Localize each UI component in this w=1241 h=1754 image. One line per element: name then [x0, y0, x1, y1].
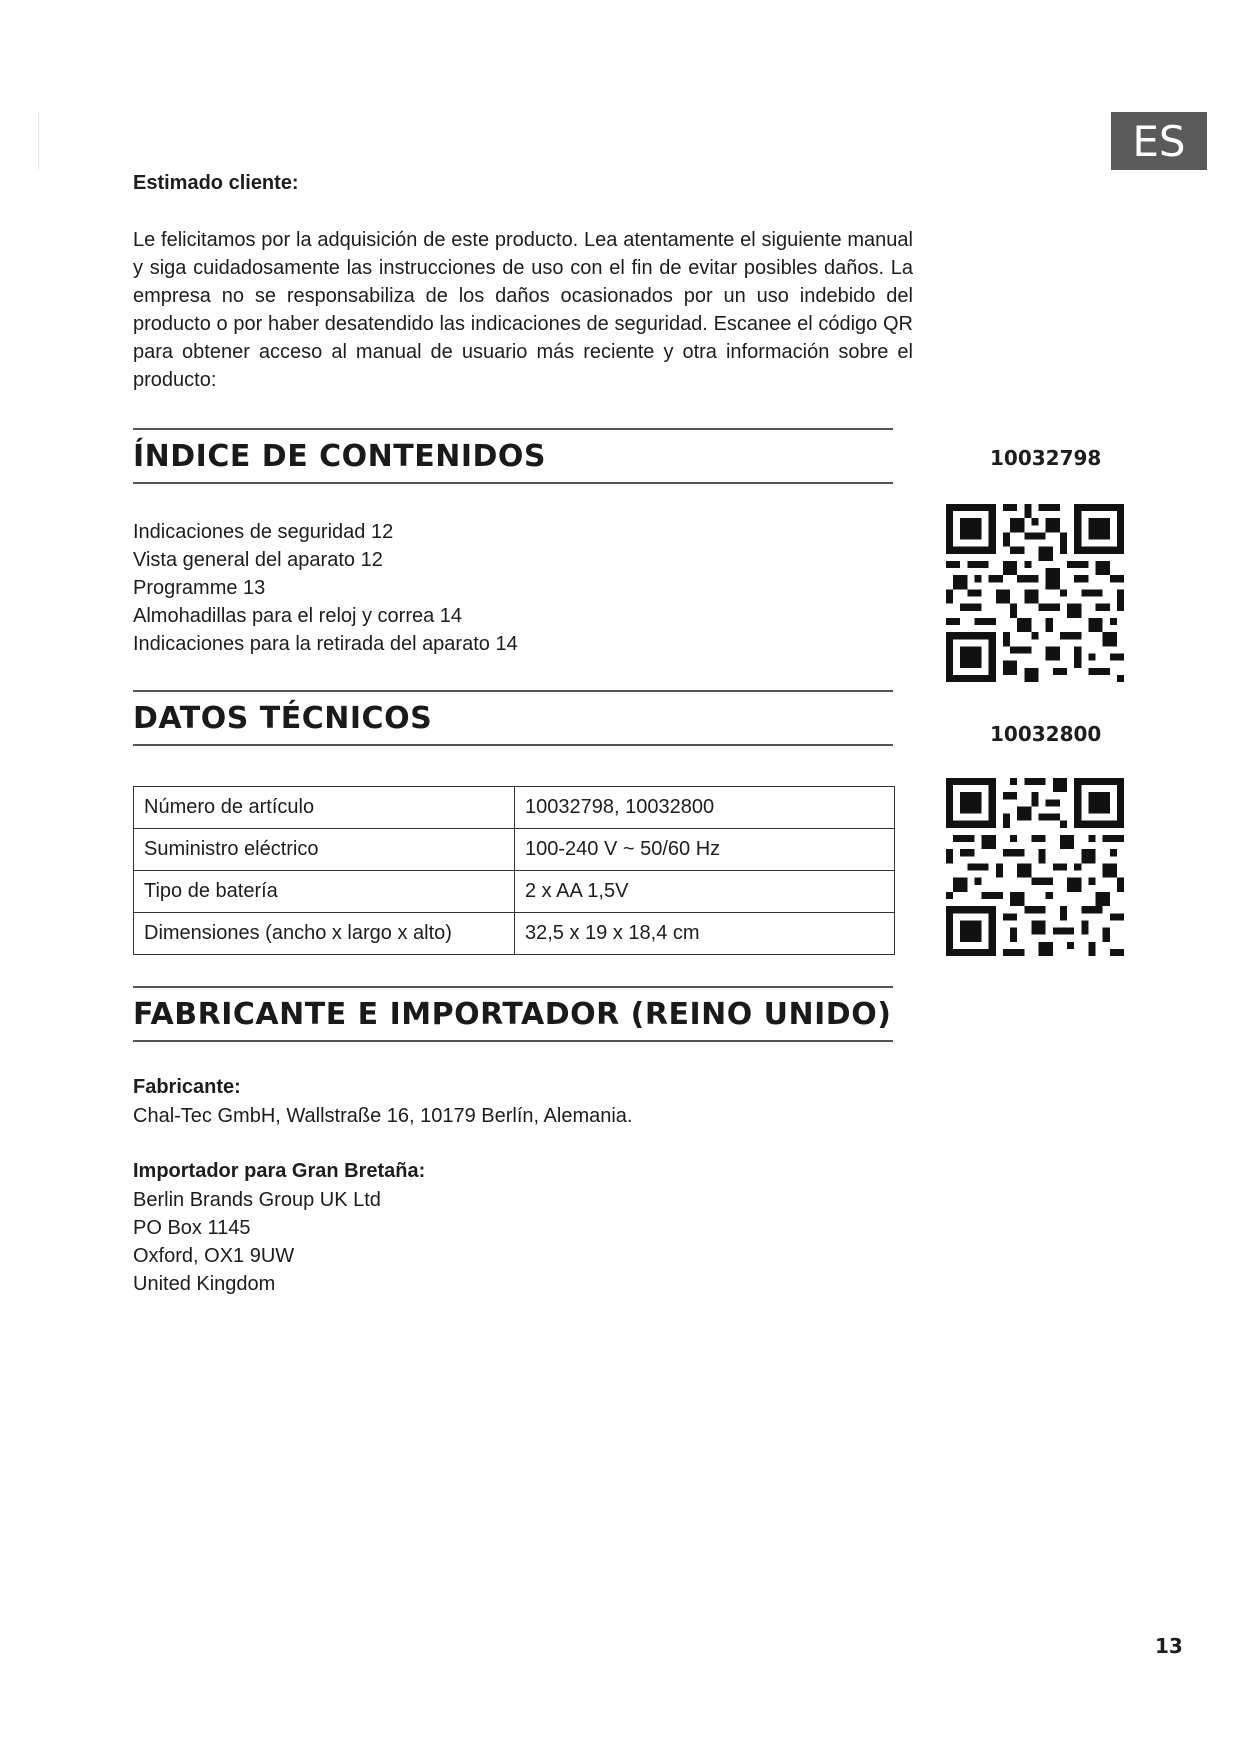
- toc-item[interactable]: Vista general del aparato 12: [133, 549, 383, 571]
- address-line: United Kingdom: [133, 1273, 276, 1295]
- spec-value: 10032798, 10032800: [515, 787, 895, 829]
- manufacturer-label: Fabricante:: [133, 1076, 241, 1098]
- language-badge: ES: [1111, 112, 1207, 170]
- intro-paragraph: Le felicitamos por la adquisición de este producto. Lea atentamente el siguiente manual y siga cuidadosamente las instrucciones de uso con el fin de evitar posibles daños. La empresa no se responsabiliza de los daños ocasionados por un uso indebido del producto o por haber desatendido las indicaciones de seguridad. Escanee el código QR para obtener acceso al manual de usuario más reciente y otra información sobre el producto:: [133, 229, 913, 391]
- spec-value: 100-240 V ~ 50/60 Hz: [515, 829, 895, 871]
- toc-item[interactable]: Programme 13: [133, 577, 266, 599]
- manufacturer-address: Chal-Tec GmbH, Wallstraße 16, 10179 Berlín, Alemania.: [133, 1105, 633, 1127]
- address-line: Oxford, OX1 9UW: [133, 1245, 295, 1267]
- importer-label: Importador para Gran Bretaña:: [133, 1160, 426, 1182]
- spec-label: Suministro eléctrico: [134, 829, 515, 871]
- toc-item[interactable]: Indicaciones de seguridad 12: [133, 521, 394, 543]
- address-line: PO Box 1145: [133, 1217, 251, 1239]
- address-line: Berlin Brands Group UK Ltd: [133, 1189, 381, 1211]
- table-row: [134, 871, 895, 913]
- table-row: [134, 913, 895, 955]
- toc-item[interactable]: Almohadillas para el reloj y correa 14: [133, 605, 463, 627]
- margin-mark: [38, 112, 39, 170]
- spec-label: Número de artículo: [134, 787, 515, 829]
- greeting: Estimado cliente:: [133, 172, 299, 194]
- product-code-1: 10032798: [990, 446, 1102, 470]
- toc-list: [133, 518, 518, 658]
- specs-heading: DATOS TÉCNICOS: [133, 690, 893, 746]
- table-row: [134, 787, 895, 829]
- toc-heading: ÍNDICE DE CONTENIDOS: [133, 428, 893, 484]
- table-row: [134, 829, 895, 871]
- product-code-2: 10032800: [990, 722, 1102, 746]
- spec-label: Tipo de batería: [134, 871, 515, 913]
- importer-address: [133, 1186, 381, 1298]
- qr-code-icon[interactable]: [946, 504, 1124, 682]
- spec-label: Dimensiones (ancho x largo x alto): [134, 913, 515, 955]
- toc-item[interactable]: Indicaciones para la retirada del aparato 14: [133, 633, 518, 655]
- spec-value: 32,5 x 19 x 18,4 cm: [515, 913, 895, 955]
- qr-code-icon[interactable]: [946, 778, 1124, 956]
- spec-value: 2 x AA 1,5V: [515, 871, 895, 913]
- manufacturer-heading: FABRICANTE E IMPORTADOR (REINO UNIDO): [133, 986, 893, 1042]
- page-number: 13: [1155, 1634, 1183, 1658]
- specs-table: [133, 786, 895, 955]
